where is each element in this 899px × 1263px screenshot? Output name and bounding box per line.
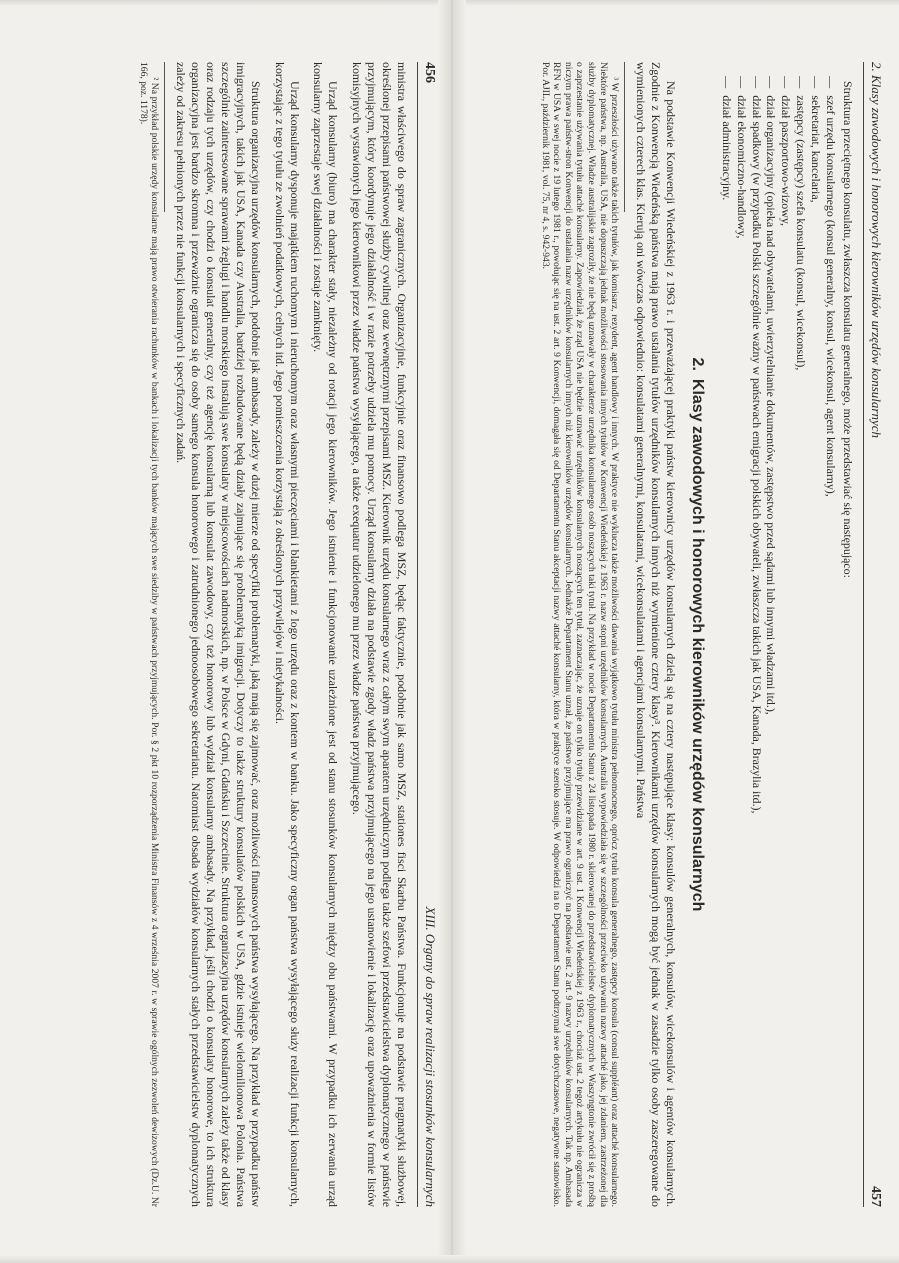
paragraph: Urząd konsularny dysponuje majątkiem ruchomym i nieruchomym oraz własnymi pieczęciami i blankietami z logo urzędu oraz z kontem w banku. Jako specyficzny organ państwa wysyłającego służy realizacji funkcji konsularnych, korzystając z tego tytułu ze zwolnień podatkowych, celnych itd. Jego pomieszczenia korzystają z określonych przywilejów i nietykalności. <box>272 62 302 1207</box>
list-item: —szef urzędu konsularnego (konsul generalny, konsul, wicekonsul, agent konsularny), <box>824 76 839 497</box>
list-item: —dział ekonomiczno-handlowy, <box>734 76 749 239</box>
list-item: —sekretariat, kancelaria, <box>809 76 824 203</box>
running-head-right <box>863 62 884 1207</box>
footnote: ³ W przeszłości używano także takich tytułów, jak komisarz, rezydent, agent handlowy i innych. W praktyce nie wyklucza także możliwości dawania wyjątkowo tytułu ministra pełnomocnego, oprócz tytułu konsula generalnego, zastępcy konsula (consul suppléant) oraz attaché konsularnego. Niektóre państwa, np. Australia, USA, nie dopuszczają jednak możliwości stosowania innych tytułów w Konwencji Wiedeńskiej z 1963 r. nazw stopni urzędników konsularnych. Australia wypowiedziała się w szczególności przeciwko używaniu nazwy attaché jako, jej zdaniem, zastrzeżonej dla służby dyplomatycznej. Władze australijskie zagroziły, że nie będą uznawały w charakterze urzędnika konsularnego osób noszących taki tytuł. Na przykład w nocie Departamentu Stanu z 24 listopada 1980 r. skierowanej do przedstawicielstw dyplomatycznych w Waszyngtonie zwrócił się z prośbą o zaprzestanie używania tytułu attaché konsularny. Zapowiedział, że rząd USA nie będzie uznawać urzędników konsularnych noszących ten tytuł, zaznaczając, że uznaje on tylko tytuły przewidziane w art. 9 ust. 1 Konwencji Wiedeńskiej z 1963 r., chociaż ust. 2 tegoż artykułu nie ogranicza w niczym prawa państw-stron Konwencji do ustalania nazw urzędników konsularnych innych niż kierowników urzędów konsularnych. Jednakże Departament Stanu uznał, że państwo przyjmujące ma prawo ograniczyć na podstawie ust. 2 art. 9 nazwy urzędników konsularnych. Tak np. Ambasada RFN w USA w swej nocie z 19 lutego 1981 r., powołując się na ust. 2 art. 9 Konwencji, domagała się od Departamentu Stanu akceptacji nazwy attaché konsularny, która w praktyce szeroko stosuje. W odpowiedzi na to Departament Stanu podtrzymał swe dotychczasowe, negatywne stanowisko. Por. AJIL, październik 1981, vol. 75, nr 4, s. 942-943. <box>539 62 621 1207</box>
section-heading <box>688 62 707 1207</box>
paragraph: Urząd konsularny (biuro) ma charakter stały, niezależny od rotacji jego kierowników. Jego istnienie i funkcjonowanie uzależnione jest od stanu stosunków konsularnych między obu państwami. W przypadku ich zerwania urząd konsularny zaprzestaje swej działalności i zostaje zamknięty. <box>311 62 341 1207</box>
running-head-left <box>417 62 438 1207</box>
paragraph: Na podstawie Konwencji Wiedeńskiej z 1963 r. i przeważającej praktyki państw kierownicy urzędów konsularnych dzielą się na cztery następujące klasy: konsulów generalnych, konsulów, wicekonsulów i agentów konsularnych. Zgodnie z Konwencją Wiedeńską państwa mają prawo ustalania tytułów urzędników konsularnych innych niż wymienione cztery klasy³. Kierownikami urzędów konsularnych mogą być jednak w zasadzie tylko osoby zaszeregowane do wymienionych czterech klas. Kierują oni wówczas odpowiednio: konsulatami generalnymi, konsulatami, wicekonsulatami i agencjami konsularnymi. Państwa <box>634 62 678 1207</box>
paragraph: Struktura organizacyjna urzędów konsularnych, podobnie jak ambasady, zależy w dużej mierze od specyfiki problematyki, jaką mają się zajmować, oraz możliwości finansowych państwa wysyłającego. Na przykład w przypadku państw imigracyjnych, takich jak USA, Kanada czy Australia, bardziej rozbudowane będą działy zajmujące się problematyką imigracji. Dotyczy to także struktury konsulatów polskich w USA, gdzie istnieje wielomilionowa Polonia. Państwa szczególnie zainteresowane sprawami żeglugi i handlu morskiego instalują swe konsulaty w miejscowościach nadmorskich, np. w Polsce w Gdyni, Gdańsku i Szczecinie. Struktura organizacyjna urzędów konsularnych zależy także od klasy oraz rodzaju tych urzędów, czy chodzi o konsulat generalny, czy też agencję konsularną lub konsulat zawodowy, czy też honorowy lub wydział konsularny ambasady. Na przykład, jeśli chodzi o konsulaty honorowe, to ich struktura organizacyjna jest bardzo skromna i przeważnie ogranicza się do osoby samego konsula honorowego i zatrudnionego jednoosobowego sekretariatu. Natomiast obsada wydziałów konsularnych stałych przedstawicielstw dyplomatycznych zależy od zakresu pełnionych przez nie funkcji konsularnych i specyficznych zadań. <box>174 62 263 1207</box>
section-title: Klasy zawodowych i honorowych kierowników urzędów konsularnych <box>688 378 706 912</box>
running-head-title: XIII. Organy do spraw realizacji stosunków konsularnych <box>423 906 438 1207</box>
list-item: —dział spadkowy (w przypadku Polski szczególnie ważny w państwach emigracji polskich obywateli, zwłaszcza takich jak USA, Kanada, Brazylia itd.), <box>749 76 764 814</box>
structure-list <box>719 62 838 1207</box>
page-number: 456 <box>422 62 437 83</box>
page-457 <box>484 52 884 1217</box>
list-item: —zastępcy (zastępcy) szefa konsulatu (konsul, wicekonsul), <box>794 76 809 371</box>
list-item: —dział administracyjny. <box>719 76 734 201</box>
running-head-title: 2. Klasy zawodowych i honorowych kierowników urzędów konsularnych <box>869 62 884 439</box>
footnote: ² Na przykład polskie urzędy konsularne mają prawo otwierania rachunków w bankach i lokalizacji tych banków mających swe siedziby w państwach przyjmujących. Por. § 2 pkt 10 rozporządzenia Ministra Finansów z 4 września 2007 r. w sprawie ogólnych zezwoleń dewizowych (Dz.U. Nr 166, poz. 1178). <box>137 62 161 1207</box>
paragraph: Struktura przeciętnego konsulatu, zwłaszcza konsulatu generalnego, może przedstawiać się następująco: <box>841 81 855 578</box>
section-number: 2. <box>688 357 706 371</box>
page-456 <box>38 52 438 1217</box>
page-number: 457 <box>868 1186 883 1207</box>
scan-edge-bottom <box>0 1255 899 1263</box>
footnote-rule <box>164 62 165 212</box>
book-gutter <box>438 0 466 1263</box>
footnote-rule <box>624 62 625 212</box>
list-item: —dział organizacyjny (opieka nad obywatelami, uwierzytelnianie dokumentów, zastępstwo przed sądami lub innymi władzami itd.), <box>764 76 779 715</box>
list-item: —dział paszportowo-wizowy, <box>779 76 794 226</box>
paragraph: ministra właściwego do spraw zagranicznych. Organizacyjnie, funkcyjnie oraz finansowo podlega MSZ, będąc faktycznie, podobnie jak samo MSZ, stationes fisci Skarbu Państwa. Funkcjonuje na podstawie pragmatyki służbowej, określonej przepisami państwowej służby cywilnej oraz wewnętrznymi przepisami MSZ. Kierownik urzędu konsularnego wraz z całym swym aparatem urzędniczym podlega także szefowi przedstawicielstwa dyplomatycznego w państwie przyjmującym, który koordynuje jego działalność i w razie potrzeby udziela mu pomocy. Urząd konsularny działa na podstawie zgody władz państwa przyjmującego na jego ustanowienie i lokalizację oraz upoważnienia w formie listów komisyjnych wystawionych jego kierownikowi przez władze państwa wysyłającego, a także exequatur udzielonego mu przez władze państwa przyjmującego. <box>350 62 409 1207</box>
